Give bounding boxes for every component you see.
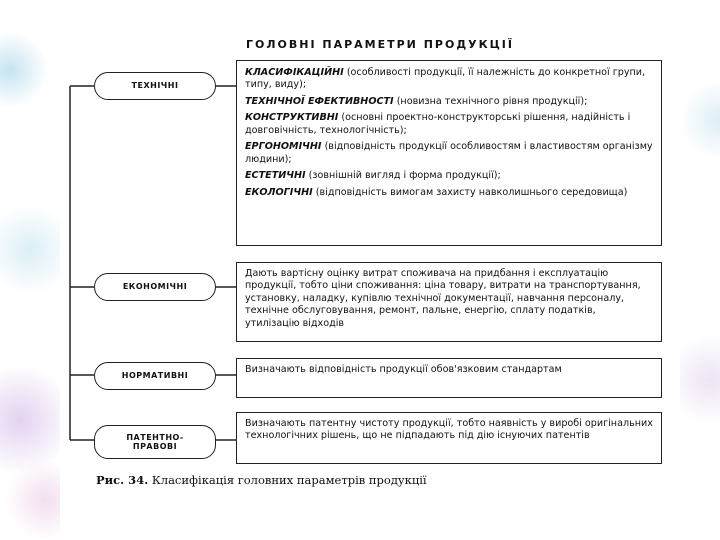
- category-technical-label: ТЕХНІЧНІ: [131, 81, 179, 91]
- category-technical: [94, 72, 216, 100]
- category-economic: [94, 273, 216, 301]
- technical-item: ТЕХНІЧНОЇ ЕФЕКТИВНОСТІ (новизна технічного рівня продукції);: [245, 95, 588, 107]
- technical-item: ЕРГОНОМІЧНІ (відповідність продукції особливостям і властивостям організму людини);: [245, 141, 653, 165]
- technical-parameters-box: [236, 60, 662, 246]
- category-patent-legal: [94, 425, 216, 459]
- technical-item: ЕСТЕТИЧНІ (зовнішній вигляд і форма продукції);: [245, 170, 501, 182]
- technical-item: КЛАСИФІКАЦІЙНІ (особливості продукції, її належність до конкретної групи, типу, виду);: [245, 67, 646, 91]
- category-economic-label: ЕКОНОМІЧНІ: [122, 282, 188, 292]
- diagram-title: ГОЛОВНІ ПАРАМЕТРИ ПРОДУКЦІЇ: [246, 38, 514, 51]
- economic-description-box: Дають вартісну оцінку витрат споживача на придбання і експлуатацію продукції, тобто ціни споживання: ціна товару, витрати на транспортування, установку, наладку, купівлю технічної документації, навчання персоналу, технічне обслуговування, ремонт, пальне, енергію, сплату податків, утилізацію відходів: [236, 262, 662, 342]
- category-patent-label-line1: ПАТЕНТНО-: [126, 432, 184, 442]
- category-normative-label: НОРМАТИВНІ: [121, 371, 189, 381]
- technical-item: КОНСТРУКТИВНІ (основні проектно-конструкторські рішення, надійність і довговічність, технологічність);: [245, 112, 631, 136]
- normative-description-box: Визначають відповідність продукції обов'язковим стандартам: [236, 358, 662, 398]
- figure-caption-text: Класифікація головних параметрів продукції: [148, 473, 427, 487]
- figure-caption-label: Рис. 34.: [96, 473, 149, 487]
- technical-item: ЕКОЛОГІЧНІ (відповідність вимогам захисту навколишнього середовища): [245, 186, 628, 198]
- category-patent-label-line2: ПРАВОВІ: [132, 442, 178, 451]
- category-normative: [94, 362, 216, 390]
- patent-description-box: Визначають патентну чистоту продукції, тобто наявність у виробі оригінальних технологічних рішень, що не підпадають під дію існуючих патентів: [236, 412, 662, 464]
- figure-caption: [96, 473, 656, 487]
